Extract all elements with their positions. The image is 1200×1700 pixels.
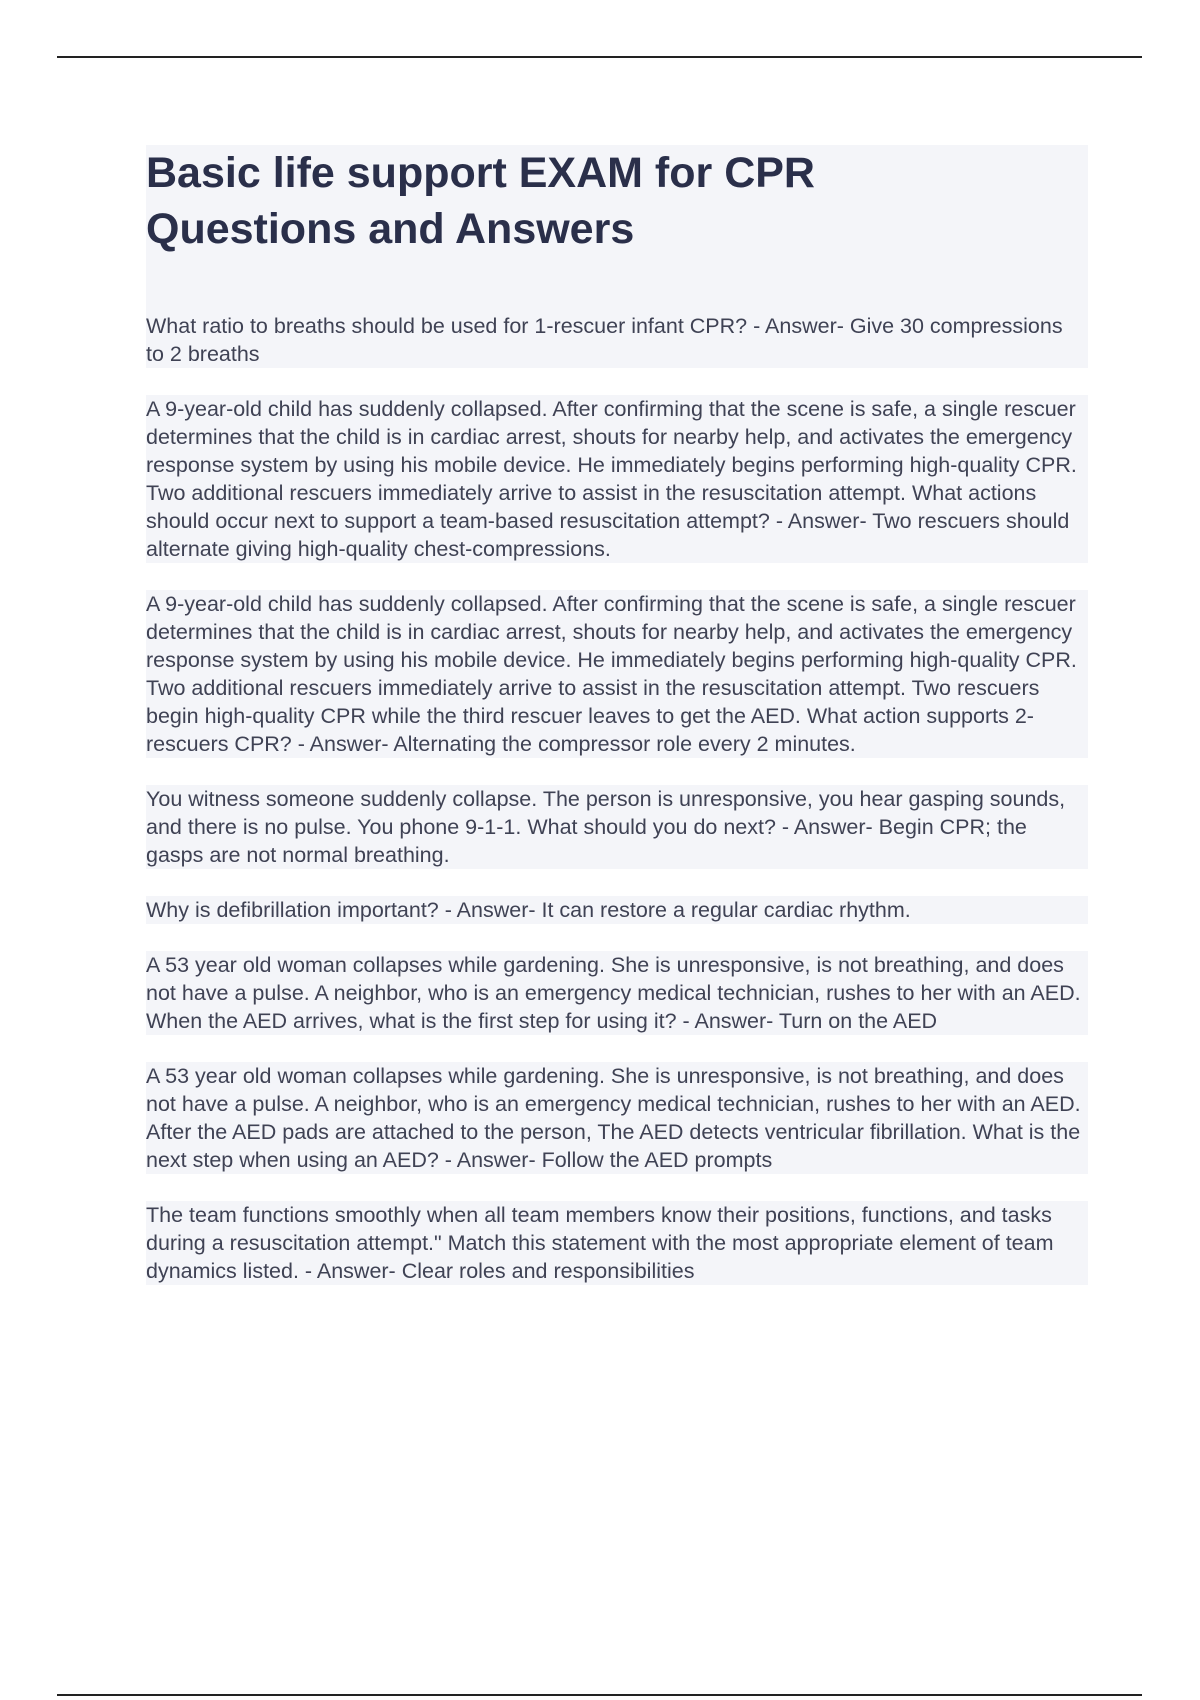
document-title (146, 145, 1088, 257)
qa-item: A 9-year-old child has suddenly collapsed. After confirming that the scene is safe, a single rescuer determines that the child is in cardiac arrest, shouts for nearby help, and activates the emergency response system by using his mobile device. He immediately begins performing high-quality CPR. Two additional rescuers immediately arrive to assist in the resuscitation attempt. What actions should occur next to support a team-based resuscitation attempt? - Answer- Two rescuers should alternate giving high-quality chest-compressions. (146, 395, 1088, 563)
qa-item: Why is defibrillation important? - Answer- It can restore a regular cardiac rhythm. (146, 896, 1088, 924)
qa-item: A 9-year-old child has suddenly collapsed. After confirming that the scene is safe, a single rescuer determines that the child is in cardiac arrest, shouts for nearby help, and activates the emergency response system by using his mobile device. He immediately begins performing high-quality CPR. Two additional rescuers immediately arrive to assist in the resuscitation attempt. Two rescuers begin high-quality CPR while the third rescuer leaves to get the AED. What action supports 2-rescuers CPR? - Answer- Alternating the compressor role every 2 minutes. (146, 590, 1088, 758)
title-line-1: Basic life support EXAM for CPR (146, 149, 815, 197)
qa-item: A 53 year old woman collapses while gardening. She is unresponsive, is not breathing, and does not have a pulse. A neighbor, who is an emergency medical technician, rushes to her with an AED. After the AED pads are attached to the person, The AED detects ventricular fibrillation. What is the next step when using an AED? - Answer- Follow the AED prompts (146, 1062, 1088, 1174)
qa-item: What ratio to breaths should be used for 1-rescuer infant CPR? - Answer- Give 30 compressions to 2 breaths (146, 312, 1088, 368)
title-block (146, 145, 1088, 313)
qa-item: The team functions smoothly when all team members know their positions, functions, and tasks during a resuscitation attempt." Match this statement with the most appropriate element of team dynamics listed. - Answer- Clear roles and responsibilities (146, 1201, 1088, 1285)
qa-item: A 53 year old woman collapses while gardening. She is unresponsive, is not breathing, and does not have a pulse. A neighbor, who is an emergency medical technician, rushes to her with an AED. When the AED arrives, what is the first step for using it? - Answer- Turn on the AED (146, 951, 1088, 1035)
title-line-2: Questions and Answers (146, 205, 635, 253)
qa-list (146, 312, 1088, 1312)
qa-item: You witness someone suddenly collapse. The person is unresponsive, you hear gasping sounds, and there is no pulse. You phone 9-1-1. What should you do next? - Answer- Begin CPR; the gasps are not normal breathing. (146, 785, 1088, 869)
top-rule (57, 56, 1142, 58)
bottom-rule (57, 1694, 1142, 1696)
